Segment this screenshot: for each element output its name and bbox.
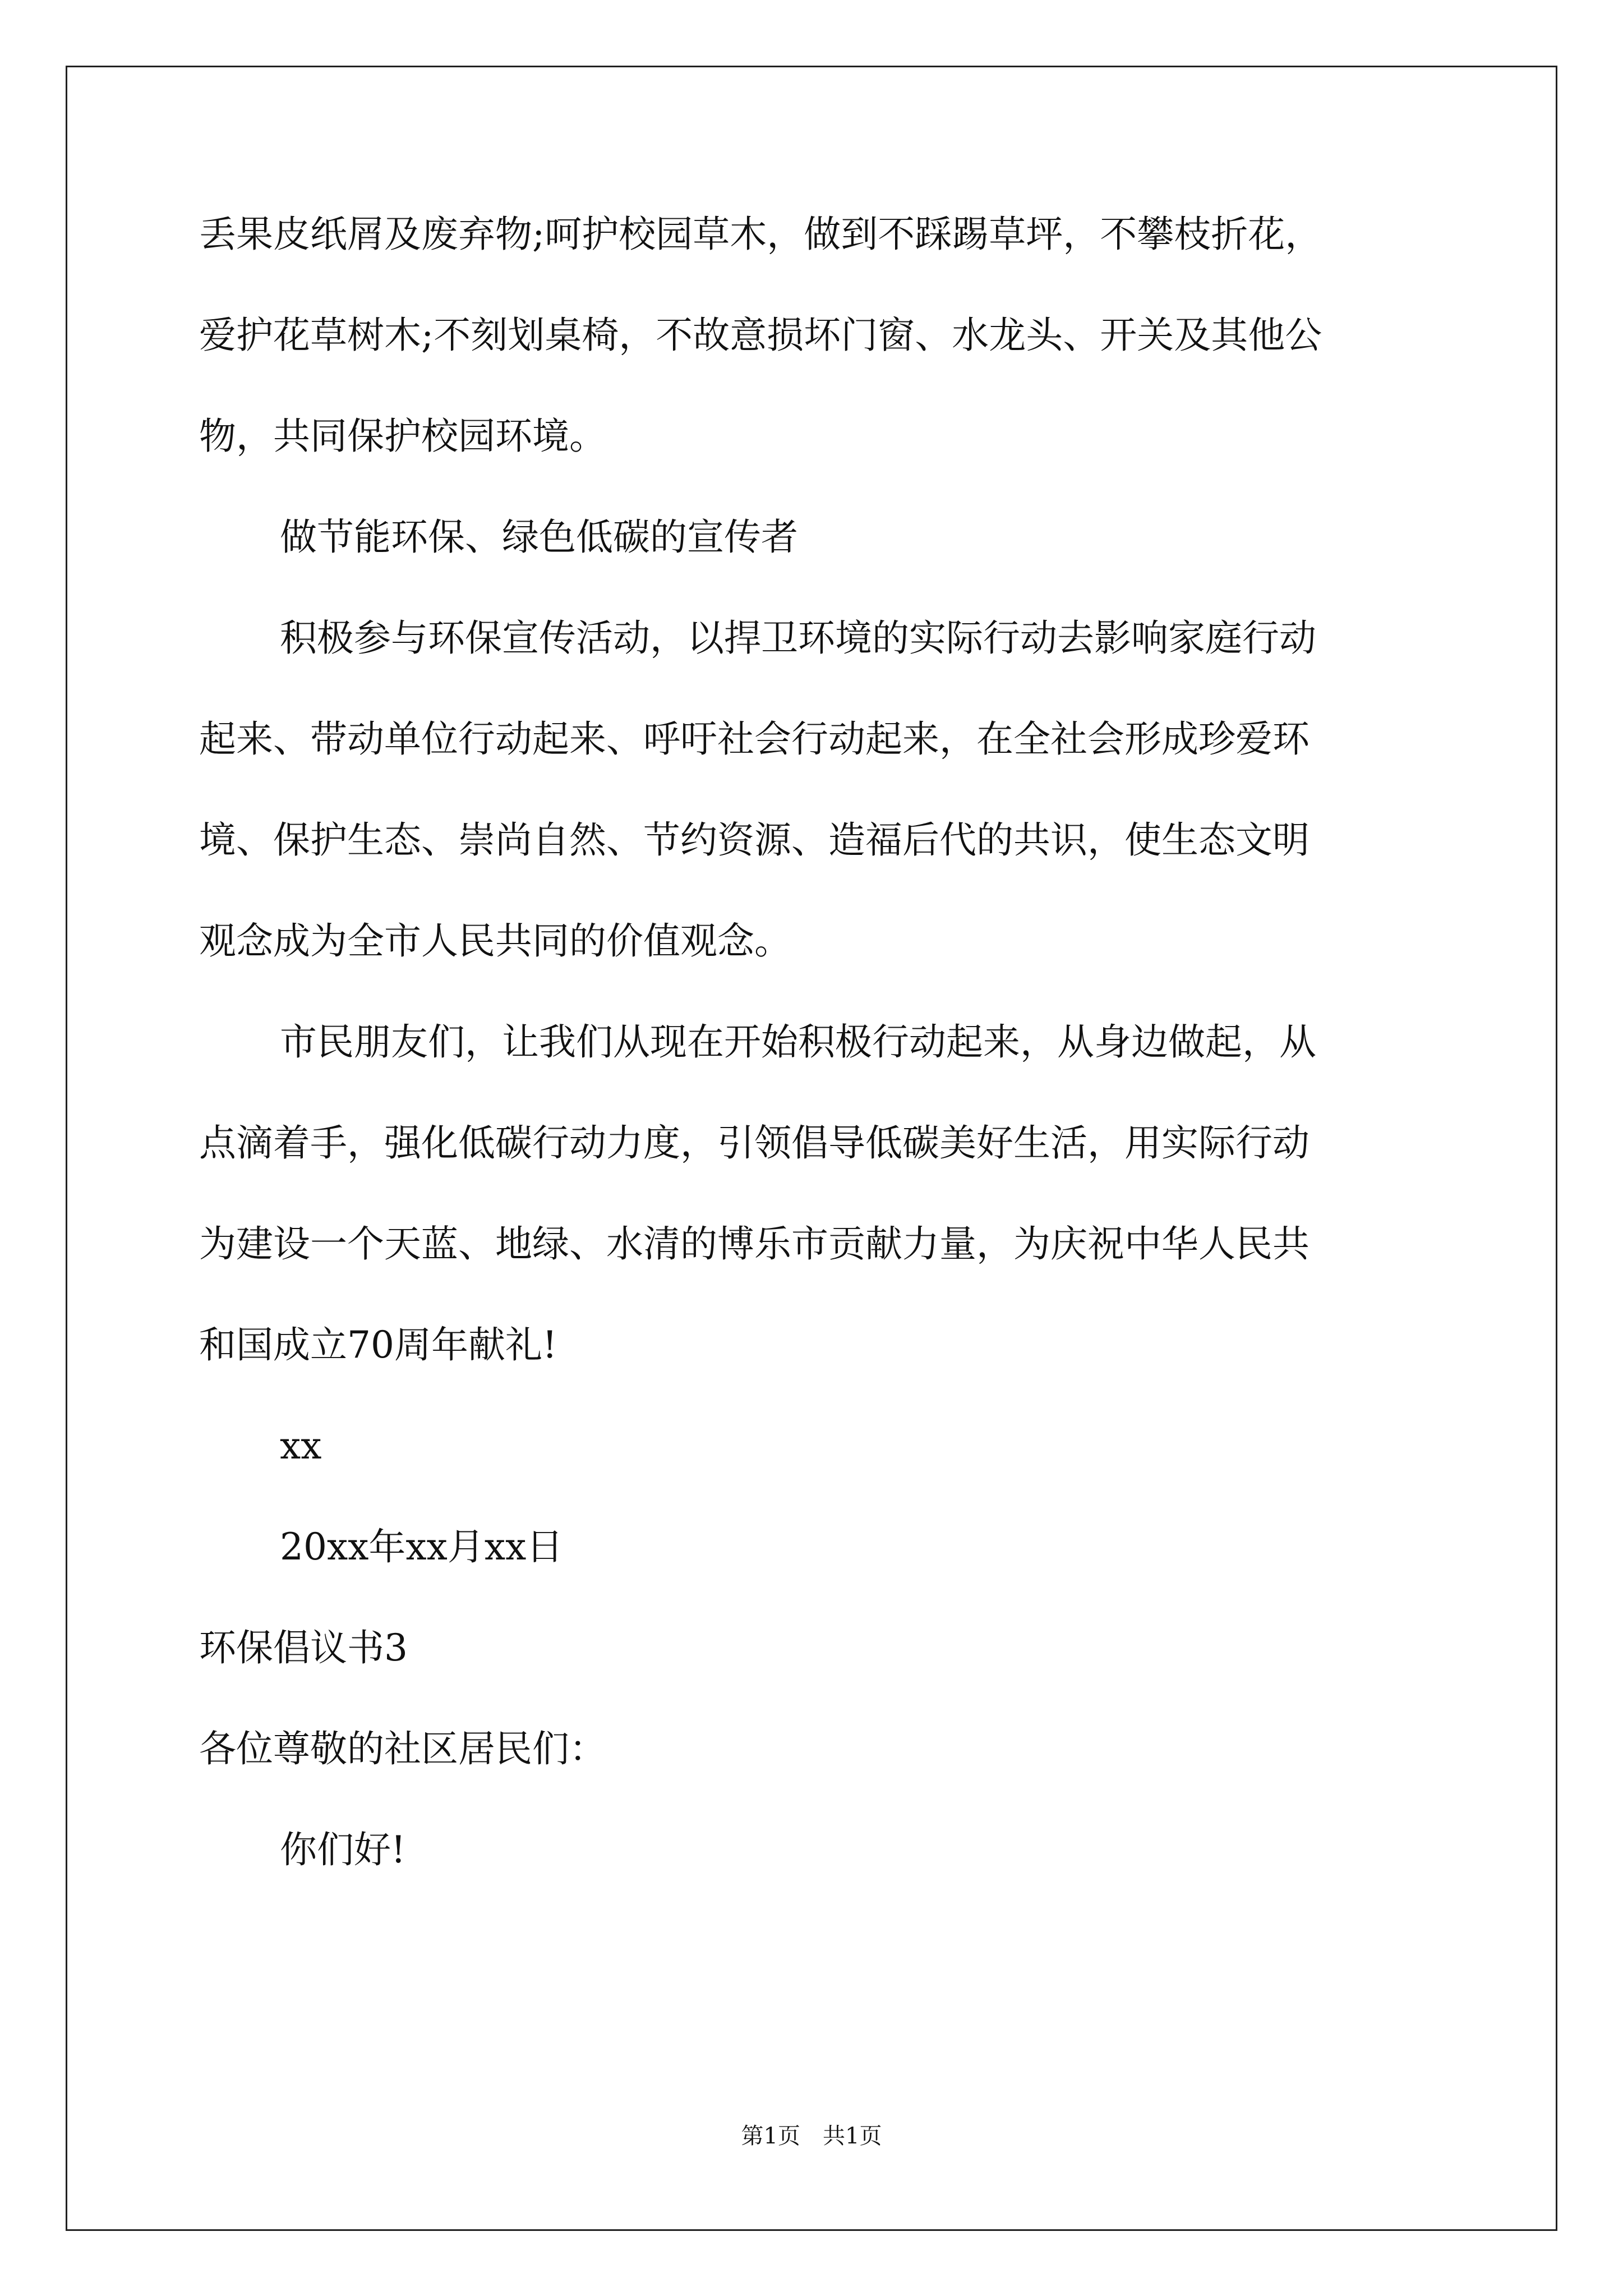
- document-title: 环保倡议书3: [199, 1626, 408, 1669]
- section-heading: 做节能环保、绿色低碳的宣传者: [280, 516, 798, 559]
- paragraph-line: 市民朋友们，让我们从现在开始积极行动起来，从身边做起，从: [280, 1020, 1316, 1064]
- paragraph-line: 观念成为全市人民共同的价值观念。: [199, 919, 791, 963]
- salutation: 各位尊敬的社区居民们：: [199, 1727, 606, 1770]
- paragraph-line: 点滴着手，强化低碳行动力度，引领倡导低碳美好生活，用实际行动: [199, 1121, 1310, 1165]
- paragraph-line: 起来、带动单位行动起来、呼吁社会行动起来，在全社会形成珍爱环: [199, 717, 1310, 761]
- page-number-footer: 第1页 共1页: [741, 2123, 882, 2149]
- paragraph-line: 丢果皮纸屑及废弃物;呵护校园草木，做到不踩踢草坪，不攀枝折花，: [199, 213, 1322, 256]
- signature-date: 20xx年xx月xx日: [280, 1525, 564, 1568]
- paragraph-line: 境、保护生态、崇尚自然、节约资源、造福后代的共识，使生态文明: [199, 818, 1310, 862]
- paragraph-line: 积极参与环保宣传活动，以捍卫环境的实际行动去影响家庭行动: [280, 616, 1316, 660]
- paragraph-line: 爱护花草树木;不刻划桌椅，不故意损坏门窗、水龙头、开关及其他公: [199, 314, 1322, 357]
- paragraph-line: 为建设一个天蓝、地绿、水清的博乐市贡献力量，为庆祝中华人民共: [199, 1222, 1310, 1266]
- greeting: 你们好!: [280, 1828, 406, 1871]
- paragraph-line: 和国成立70周年献礼!: [199, 1323, 557, 1366]
- signature-name: xx: [280, 1424, 322, 1467]
- paragraph-line: 物，共同保护校园环境。: [199, 415, 606, 458]
